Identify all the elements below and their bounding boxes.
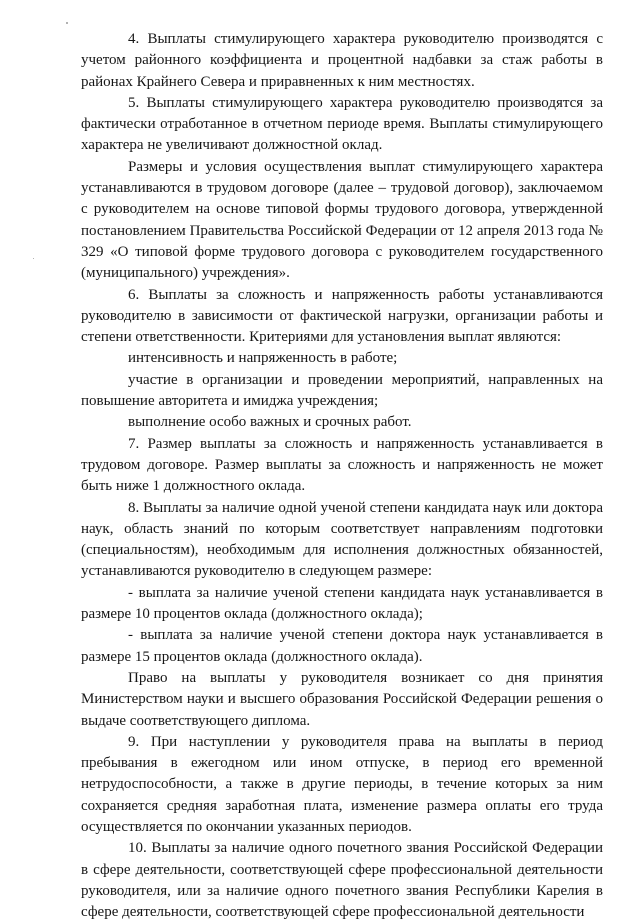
paragraph-stimulus-terms: Размеры и условия осуществления выплат стимулирующего характера устанавливаются в трудовом договоре (далее – трудовой договор), заключаемом с руководителем на основе типовой формы трудового договора, утвержденной постановлением Правительства Российской Федерации от 12 апреля 2013 года № 329 «О типовой форме трудового договора с руководителем государственного (муниципального) учреждения». bbox=[81, 158, 603, 282]
paragraph-7: 7. Размер выплаты за сложность и напряженность устанавливается в трудовом договоре. Размер выплаты за сложность и напряженность не может быть ниже 1 должностного оклада. bbox=[81, 435, 603, 495]
degree-item-doctor: - выплата за наличие ученой степени доктора наук устанавливается в размере 15 процентов оклада (должностного оклада). bbox=[81, 627, 603, 665]
degree-item-candidate: - выплата за наличие ученой степени кандидата наук устанавливается в размере 10 процентов оклада (должностного оклада); bbox=[81, 584, 603, 623]
paragraph-4: 4. Выплаты стимулирующего характера руководителю производятся с учетом районного коэффициента и процентной надбавки за стаж работы в районах Крайнего Севера и приравненных к ним местностях. bbox=[81, 31, 603, 90]
scan-speck bbox=[33, 258, 34, 259]
paragraph-5: 5. Выплаты стимулирующего характера руководителю производятся за фактически отработанное в отчетном периоде время. Выплаты стимулирующего характера не увеличивают должностной оклад. bbox=[81, 94, 603, 154]
paragraph-right-to-payment: Право на выплаты у руководителя возникает со дня принятия Министерством науки и высшего образования Российской Федерации решения о выдаче соответствующего диплома. bbox=[81, 669, 603, 729]
paragraph-10: 10. Выплаты за наличие одного почетного звания Российской Федерации в сфере деятельности, соответствующей сфере профессиональной деятельности руководителя, или за наличие одного почетного звания Республики Карелия в сфере деятельности, соответствующей сфере профессиональной деятельности bbox=[81, 840, 603, 921]
paragraph-9: 9. При наступлении у руководителя права на выплаты в период пребывания в ежегодном или ином отпуске, в период его временной нетрудоспособности, а также в другие периоды, в течение которых за ним сохраняется средняя заработная плата, изменение размера оплаты его труда осуществляется по окончании указанных периодов. bbox=[81, 733, 603, 835]
document-body bbox=[81, 29, 603, 923]
criteria-item-events: участие в организации и проведении мероприятий, направленных на повышение авторитета и имиджа учреждения; bbox=[81, 371, 603, 410]
criteria-item-intensity: интенсивность и напряженность в работе; bbox=[128, 350, 398, 367]
paragraph-6: 6. Выплаты за сложность и напряженность работы устанавливаются руководителю в зависимости от фактической нагрузки, организации работы и степени ответственности. Критериями для установления выплат являются: bbox=[81, 286, 603, 346]
scan-speck bbox=[66, 22, 68, 24]
paragraph-8: 8. Выплаты за наличие одной ученой степени кандидата наук или доктора наук, область знаний по которым соответствует направлениям подготовки (специальностям), необходимым для исполнения должностных обязанностей, устанавливаются руководителю в следующем размере: bbox=[81, 499, 603, 580]
criteria-item-urgent-work: выполнение особо важных и срочных работ. bbox=[128, 414, 412, 431]
